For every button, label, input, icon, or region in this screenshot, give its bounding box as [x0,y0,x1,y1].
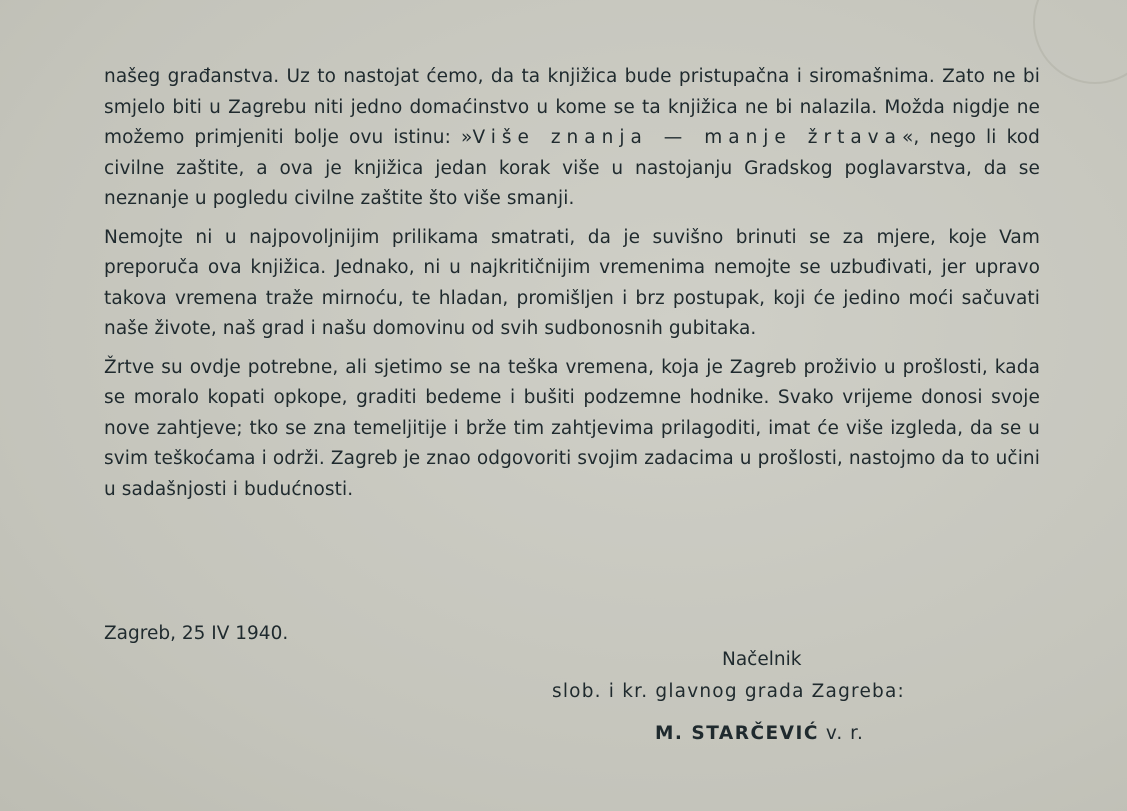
document-body [104,62,1040,513]
signature-office: slob. i kr. glavnog grada Zagreba: [552,681,905,702]
paragraph-1-text-before: našeg građanstva. Uz to nastojat ćemo, da ta knjižica bude pristupačna i siromašnima. Zato ne bi smjelo biti u Zagrebu niti jedno domaćinstvo u kome se ta knjižica ne bi nalazila. Možda nigdje ne možemo primjeniti bolje ovu istinu: » [104,66,1040,148]
faded-stamp-mark [1033,0,1127,84]
signature-suffix: v. r. [825,723,864,744]
paragraph-1 [104,62,1040,215]
paragraph-1-text-after: «, nego li kod civilne zaštite, a ova je knjižica jedan korak više u nastojanju Gradskog poglavarstva, da se neznanje u pogledu civilne zaštite što više smanji. [104,127,1041,209]
signature-name: M. STARČEVIĆ [655,723,819,744]
signature-block [655,719,864,749]
paragraph-2: Nemojte ni u najpovoljnijim prilikama smatrati, da je suvišno brinuti se za mjere, koje Vam preporuča ova knjižica. Jednako, ni u najkritičnijim vremenima nemojte se uzbuđivati, jer upravo takova vremena traže mirnoću, te hladan, promišljen i brz postupak, koji će jedino moći sačuvati naše živote, naš grad i našu domovinu od svih sudbonosnih gubitaka. [104,226,1040,339]
signature-title: Načelnik [722,649,802,670]
date-line: Zagreb, 25 IV 1940. [104,623,289,644]
spaced-motto: Više znanja — manje žrtava [472,127,902,148]
paragraph-3: Žrtve su ovdje potrebne, ali sjetimo se na teška vremena, koja je Zagreb proživio u prošlosti, kada se moralo kopati opkope, graditi bedeme i bušiti podzemne hodnike. Svako vrijeme donosi svoje nove zahtjeve; tko se zna temeljitije i brže tim zahtjevima prilagoditi, imat će više izgleda, da se u svim teškoćama i održi. Zagreb je znao odgovoriti svojim zadacima u prošlosti, nastojmo da to učini u sadašnjosti i budućnosti. [104,356,1040,500]
